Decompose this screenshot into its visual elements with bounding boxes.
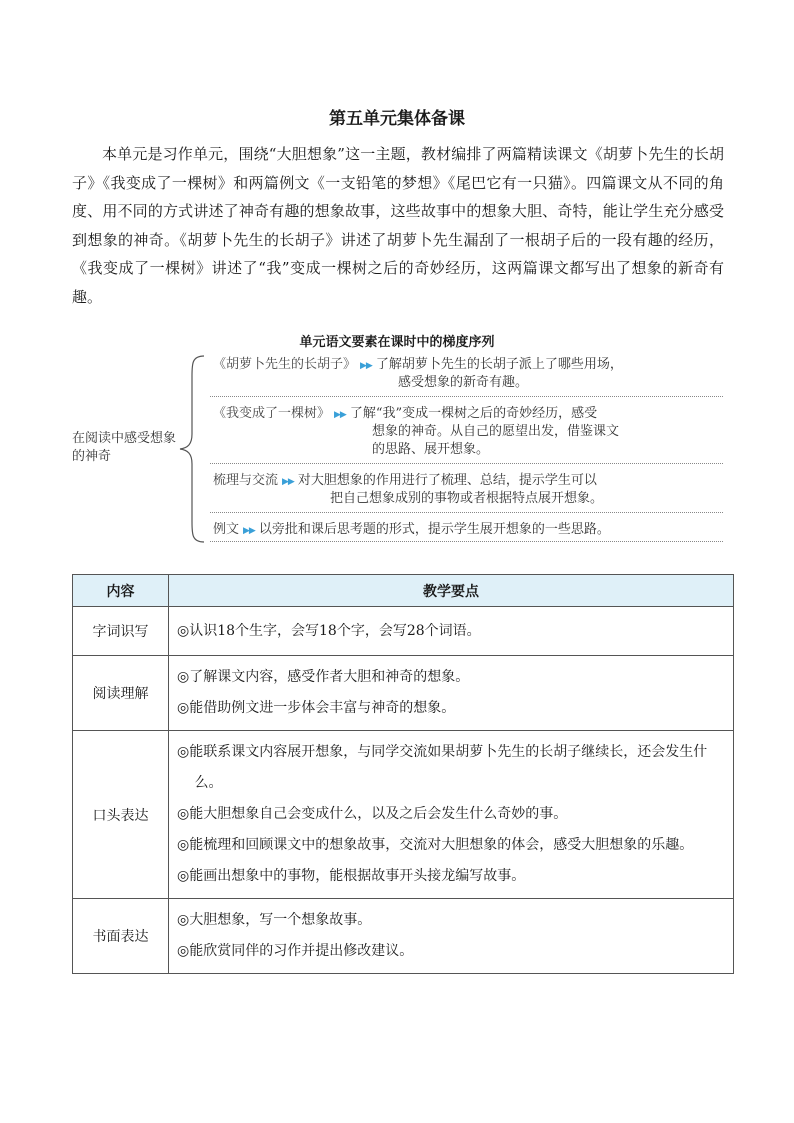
row-desc-line: 想象的神奇。从自己的愿望出发，借鉴课文	[372, 424, 620, 439]
points-cell	[169, 656, 734, 731]
intro-paragraph: 本单元是习作单元，围绕“大胆想象”这一主题，教材编排了两篇精读课文《胡萝卜先生的长胡子》《我变成了一棵树》和两篇例文《一支铅笔的梦想》《尾巴它有一只猫》。四篇课文从不同的角度、用不同的方式讲述了神奇有趣的想象故事，这些故事中的想象大胆、奇特，能让学生充分感受到想象的神奇。《胡萝卜先生的长胡子》讲述了胡萝卜先生漏刮了一根胡子后的一段有趣的经历，《我变成了一棵树》讲述了“我”变成一棵树之后的奇妙经历，这两篇课文都写出了想象的新奇有趣。	[72, 145, 724, 306]
points-cell	[169, 899, 734, 974]
row-name: 《我变成了一棵树》	[213, 406, 331, 421]
row-desc-line: 以旁批和课后思考题的形式，提示学生展开想象的一些思路。	[258, 522, 610, 537]
row-desc-line: 了解“我”变成一棵树之后的奇妙经历，感受	[349, 406, 598, 421]
double-arrow-icon: ▶▶	[360, 361, 372, 371]
teaching-point: ◎认识18个生字，会写18个字，会写28个词语。	[177, 622, 481, 639]
divider	[210, 541, 723, 542]
row-desc-line: 把自己想象成别的事物或者根据特点展开想象。	[330, 491, 604, 506]
page-title: 第五单元集体备课	[329, 109, 465, 129]
teaching-point: ◎能大胆想象自己会变成什么，以及之后会发生什么奇妙的事。	[177, 806, 568, 822]
divider	[210, 463, 723, 464]
row-desc-line: 对大胆想象的作用进行了梳理、总结，提示学生可以	[297, 473, 597, 488]
teaching-point: ◎大胆想象，写一个想象故事。	[177, 912, 372, 928]
table-row	[73, 731, 734, 899]
table-row	[73, 899, 734, 974]
category-cell: 口头表达	[73, 731, 169, 899]
table-row	[73, 607, 734, 656]
double-arrow-icon: ▶▶	[243, 526, 255, 536]
category-cell: 阅读理解	[73, 656, 169, 731]
teaching-point: ◎能画出想象中的事物，能根据故事开头接龙编写故事。	[177, 868, 526, 884]
column-header: 教学要点	[169, 575, 734, 607]
teaching-point: ◎能欣赏同伴的习作并提出修改建议。	[177, 943, 414, 959]
points-cell	[169, 607, 734, 656]
row-desc-line: 了解胡萝卜先生的长胡子派上了哪些用场，	[375, 357, 623, 372]
teaching-point: ◎了解课文内容，感受作者大胆和神奇的想象。	[177, 669, 470, 685]
points-cell	[169, 731, 734, 899]
diagram-left-label: 在阅读中感受想象的神奇	[72, 431, 177, 464]
teaching-point: ◎能联系课文内容展开想象，与同学交流如果胡萝卜先生的长胡子继续长，还会发生什么。	[177, 744, 708, 791]
category-cell: 书面表达	[73, 899, 169, 974]
row-name: 例文	[213, 522, 240, 537]
table-row	[73, 656, 734, 731]
diagram-title: 单元语文要素在课时中的梯度序列	[299, 335, 495, 350]
divider	[210, 512, 723, 513]
diagram-row	[213, 472, 597, 491]
table-header-row	[73, 575, 734, 607]
diagram-row	[213, 521, 610, 540]
row-name: 梳理与交流	[213, 473, 279, 488]
category-cell: 字词识写	[73, 607, 169, 656]
row-desc-line: 的思路、展开想象。	[372, 442, 490, 457]
diagram-row	[213, 356, 623, 375]
row-desc-line: 感受想象的新奇有趣。	[398, 375, 529, 390]
row-name: 《胡萝卜先生的长胡子》	[213, 357, 357, 372]
diagram-row	[213, 405, 597, 424]
teaching-point: ◎能梳理和回顾课文中的想象故事，交流对大胆想象的体会，感受大胆想象的乐趣。	[177, 837, 694, 853]
teaching-points-table	[72, 574, 734, 974]
curly-brace-icon	[178, 354, 208, 544]
column-header: 内容	[73, 575, 169, 607]
double-arrow-icon: ▶▶	[334, 410, 346, 420]
divider	[210, 396, 723, 397]
teaching-point: ◎能借助例文进一步体会丰富与神奇的想象。	[177, 700, 456, 716]
double-arrow-icon: ▶▶	[282, 477, 294, 487]
